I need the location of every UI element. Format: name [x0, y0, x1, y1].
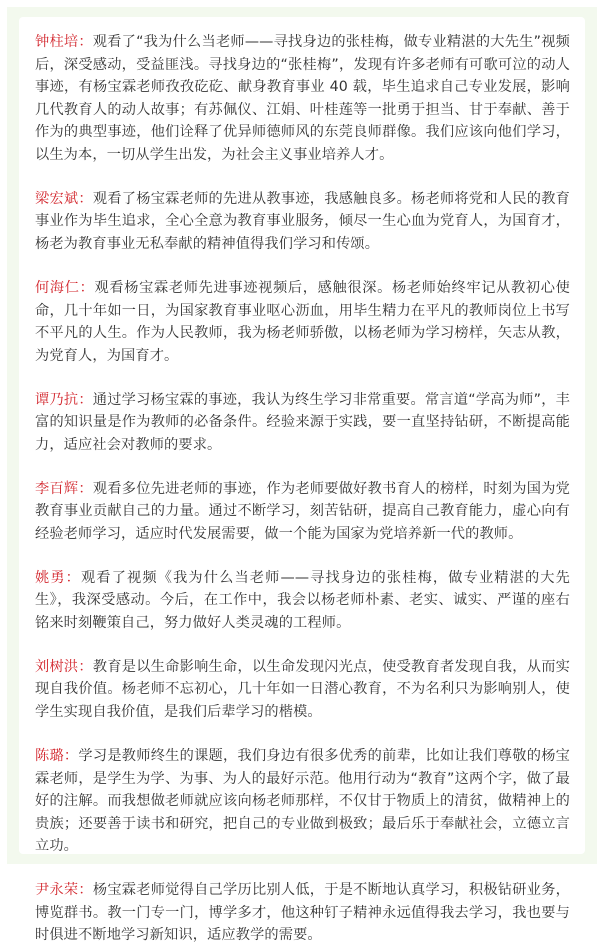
comment-entry — [35, 879, 570, 947]
comment-text: 观看杨宝霖老师先进事迹视频后，感触很深。杨老师始终牢记从教初心使命，几十年如一日，为国家教育事业呕心沥血，用毕生精力在平凡的教师岗位上书写不平凡的人生。作为人民教师，我为杨老师骄傲，以杨老师为学习榜样，矢志从教，为党育人，为国育才。 — [35, 279, 570, 364]
comment-text: 观看了“我为什么当老师——寻找身边的张桂梅，做专业精湛的大先生”视频后，深受感动，受益匪浅。寻找身边的“张桂梅”，发现有许多老师有可歌可泣的动人事迹，有杨宝霖老师孜孜矻矻、献身教育事业 40 载，毕生追求自己专业发展，影响几代教育人的动人故事；有苏佩仪、江娟、叶桂莲等一批勇于担当、甘于奉献、善于作为的典型事迹，他们诠释了优异师德师风的东莞良师群像。我们应该向他们学习，以生为本，一切从学生出发，为社会主义事业培养人才。 — [35, 34, 570, 163]
comment-text: 杨宝霖老师觉得自己学历比别人低，于是不断地认真学习，积极钻研业务，博览群书。教一门专一门，博学多才，他这种钉子精神永远值得我去学习，我也要与时俱进不断地学习新知识，适应教学的需要。 — [35, 882, 570, 944]
comment-text: 学习是教师终生的课题，我们身边有很多优秀的前辈，比如让我们尊敬的杨宝霖老师，是学生为学、为事、为人的最好示范。他用行动为“教育”这两个字，做了最好的注解。而我想做老师就应该向杨老师那样，不仅甘于物质上的清贫，做精神上的贵族；还要善于读书和研究，把自己的专业做到极致；最后乐于奉献社会，立德立言立功。 — [35, 747, 570, 855]
author-name: 李百辉： — [35, 480, 93, 497]
author-name: 何海仁： — [35, 279, 95, 296]
author-name: 陈璐： — [35, 747, 79, 764]
author-name: 梁宏斌： — [35, 190, 93, 207]
comment-entry — [35, 277, 570, 367]
comment-text: 观看了视频《我为什么当老师——寻找身边的张桂梅，做专业精湛的大先生》，我深受感动。今后，在工作中，我会以杨老师朴素、老实、诚实、严谨的座右铭来时刻鞭策自己，努力做好人类灵魂的工程师。 — [35, 569, 570, 631]
author-name: 刘树洪： — [35, 658, 93, 675]
page-frame — [7, 7, 597, 944]
author-name: 钟柱培： — [35, 34, 93, 50]
author-name: 姚勇： — [35, 569, 82, 586]
author-name: 尹永荣： — [35, 882, 93, 899]
comment-entry — [35, 188, 570, 256]
content-card — [19, 17, 585, 944]
comment-text: 观看多位先进老师的事迹，作为老师要做好教书育人的榜样，时刻为国为党教育事业贡献自己的力量。通过不断学习，刻苦钻研，提高自己教育能力，虚心向有经验老师学习，适应时代发展需要，做一个能为国家为党培养新一代的教师。 — [35, 480, 570, 542]
comment-text: 教育是以生命影响生命，以生命发现闪光点，使受教育者发现自我，从而实现自我价值。杨老师不忘初心，几十年如一日潜心教育，不为名利只为影响别人，使学生实现自我价值，是我们后辈学习的楷模。 — [35, 658, 570, 721]
comment-entry — [35, 745, 570, 858]
author-name: 谭乃抗： — [35, 391, 93, 408]
comment-text: 观看了杨宝霖老师的先进从教事迹，我感触良多。杨老师将党和人民的教育事业作为毕生追求，全心全意为教育事业服务，倾尽一生心血为党育人，为国育才，杨老为教育事业无私奉献的精神值得我们学习和传颂。 — [35, 190, 570, 253]
comment-entry — [35, 656, 570, 724]
comment-text: 通过学习杨宝霖的事迹，我认为终生学习非常重要。常言道“学高为师”，丰富的知识量是作为教师的必备条件。经验来源于实践，要一直坚持钻研，不断提高能力，适应社会对教师的要求。 — [35, 391, 570, 453]
comment-entry — [35, 478, 570, 546]
comment-entry — [35, 389, 570, 457]
comment-entry — [35, 567, 570, 635]
comment-entry — [35, 31, 570, 167]
